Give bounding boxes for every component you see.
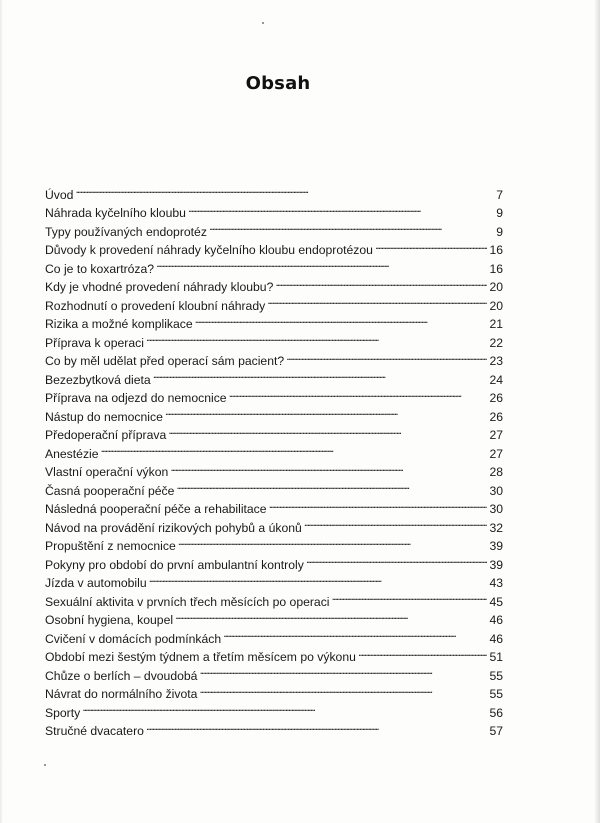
toc-dot-leader [358,643,488,662]
toc-entry-page-number: 30 [489,502,503,517]
toc-entry[interactable] [45,199,503,221]
toc-entry-title: Co by měl udělat před operací sám pacient? [45,354,285,369]
toc-entry-page-number: 9 [496,206,503,221]
toc-dot-leader [199,661,487,680]
toc-entry-title: Osobní hygiena, koupel [45,613,174,628]
toc-entry-title: Rizika a možné komplikace [45,317,193,332]
toc-entry-title: Příprava na odjezd do nemocnice [45,391,227,406]
toc-entry[interactable] [45,458,503,480]
toc-entry-title: Časná pooperační péče [45,483,175,498]
toc-entry-page-number: 51 [489,650,503,665]
toc-entry-page-number: 16 [489,261,503,276]
toc-dot-leader [267,291,487,310]
toc-entry-title: Příprava k operaci [45,335,144,350]
toc-entry-page-number: 45 [489,594,503,609]
table-of-contents [45,180,503,739]
toc-entry-title: Návrat do normálního života [45,687,198,702]
toc-dot-leader [175,606,487,625]
toc-entry-title: Úvod [45,187,74,202]
toc-entry-title: Jízda v automobilu [45,576,147,591]
toc-dot-leader [146,328,488,347]
toc-entry-page-number: 46 [489,613,503,628]
page-edge-shadow-right [594,0,600,823]
toc-entry-page-number: 56 [489,705,503,720]
toc-entry-title: Nástup do nemocnice [45,409,163,424]
toc-entry-page-number: 28 [489,465,503,480]
toc-dot-leader [306,550,488,569]
toc-entry-page-number: 39 [489,539,503,554]
toc-dot-leader [176,476,487,495]
toc-entry-page-number: 32 [489,520,503,535]
scan-speck [44,764,46,766]
toc-entry-title: Co je to koxartróza? [45,261,155,276]
toc-entry-page-number: 22 [489,335,503,350]
toc-entry[interactable] [45,717,503,739]
toc-dot-leader [101,439,488,458]
toc-entry-title: Kdy je vhodné provedení náhrady kloubu? [45,280,274,295]
toc-dot-leader [223,624,487,643]
toc-dot-leader [168,421,487,440]
toc-dot-leader [209,217,494,236]
toc-dot-leader [146,717,488,736]
toc-dot-leader [178,532,488,551]
toc-dot-leader [156,254,487,273]
toc-entry-page-number: 26 [489,409,503,424]
toc-dot-leader [332,587,488,606]
toc-entry-page-number: 55 [489,687,503,702]
toc-entry-title: Pokyny pro období do první ambulantní kontroly [45,557,304,572]
toc-entry-title: Bezezbytková dieta [45,372,151,387]
toc-entry-title: Návod na provádění rizikových pohybů a úkonů [45,520,302,535]
toc-entry-page-number: 27 [489,428,503,443]
toc-entry-title: Předoperační příprava [45,428,167,443]
toc-entry-title: Náhrada kyčelního kloubu [45,206,186,221]
toc-entry-title: Období mezi šestým týdnem a třetím měsícem po výkonu [45,650,356,665]
toc-dot-leader [82,698,487,717]
toc-entry-page-number: 46 [489,631,503,646]
toc-entry-page-number: 20 [489,280,503,295]
toc-dot-leader [375,236,488,255]
toc-entry-title: Cvičení v domácích podmínkách [45,631,222,646]
toc-dot-leader [304,513,488,532]
toc-entry-page-number: 26 [489,391,503,406]
toc-dot-leader [188,199,494,218]
toc-entry[interactable] [45,698,503,720]
toc-entry-page-number: 23 [489,354,503,369]
toc-entry-page-number: 9 [496,224,503,239]
toc-dot-leader [165,402,488,421]
toc-dot-leader [199,680,487,699]
toc-entry-title: Následná pooperační péče a rehabilitace [45,502,267,517]
toc-entry-title: Typy používaných endoprotéz [45,224,207,239]
toc-dot-leader [75,180,494,199]
toc-entry-title: Rozhodnutí o provedení kloubní náhrady [45,298,266,313]
toc-entry[interactable] [45,439,503,461]
toc-entry-page-number: 30 [489,483,503,498]
toc-entry-page-number: 7 [496,187,503,202]
toc-dot-leader [286,347,487,366]
toc-entry-title: Sporty [45,705,81,720]
toc-entry-title: Stručné dvacatero [45,724,144,739]
toc-entry-page-number: 20 [489,298,503,313]
toc-entry-page-number: 21 [489,317,503,332]
toc-entry-page-number: 24 [489,372,503,387]
page-edge-shadow-left [0,0,3,823]
scan-speck [262,22,264,24]
toc-entry[interactable] [45,180,503,202]
toc-dot-leader [149,569,488,588]
toc-entry-title: Důvody k provedení náhrady kyčelního kloubu endoprotézou [45,243,373,258]
page-title: Obsah [245,73,311,94]
toc-dot-leader [229,384,488,403]
toc-dot-leader [170,458,487,477]
toc-entry-page-number: 27 [489,446,503,461]
toc-entry-page-number: 43 [489,576,503,591]
toc-dot-leader [269,495,488,514]
toc-dot-leader [275,273,487,292]
toc-entry-page-number: 57 [489,724,503,739]
toc-entry-title: Anestézie [45,446,99,461]
toc-entry-title: Vlastní operační výkon [45,465,169,480]
toc-entry-title: Sexuální aktivita v prvních třech měsících po operaci [45,594,330,609]
toc-entry-title: Chůze o berlích – dvoudobá [45,668,198,683]
toc-dot-leader [153,365,488,384]
toc-entry-page-number: 39 [489,557,503,572]
toc-entry-title: Propuštění z nemocnice [45,539,176,554]
toc-dot-leader [195,310,488,329]
toc-entry-page-number: 16 [489,243,503,258]
toc-entry-page-number: 55 [489,668,503,683]
